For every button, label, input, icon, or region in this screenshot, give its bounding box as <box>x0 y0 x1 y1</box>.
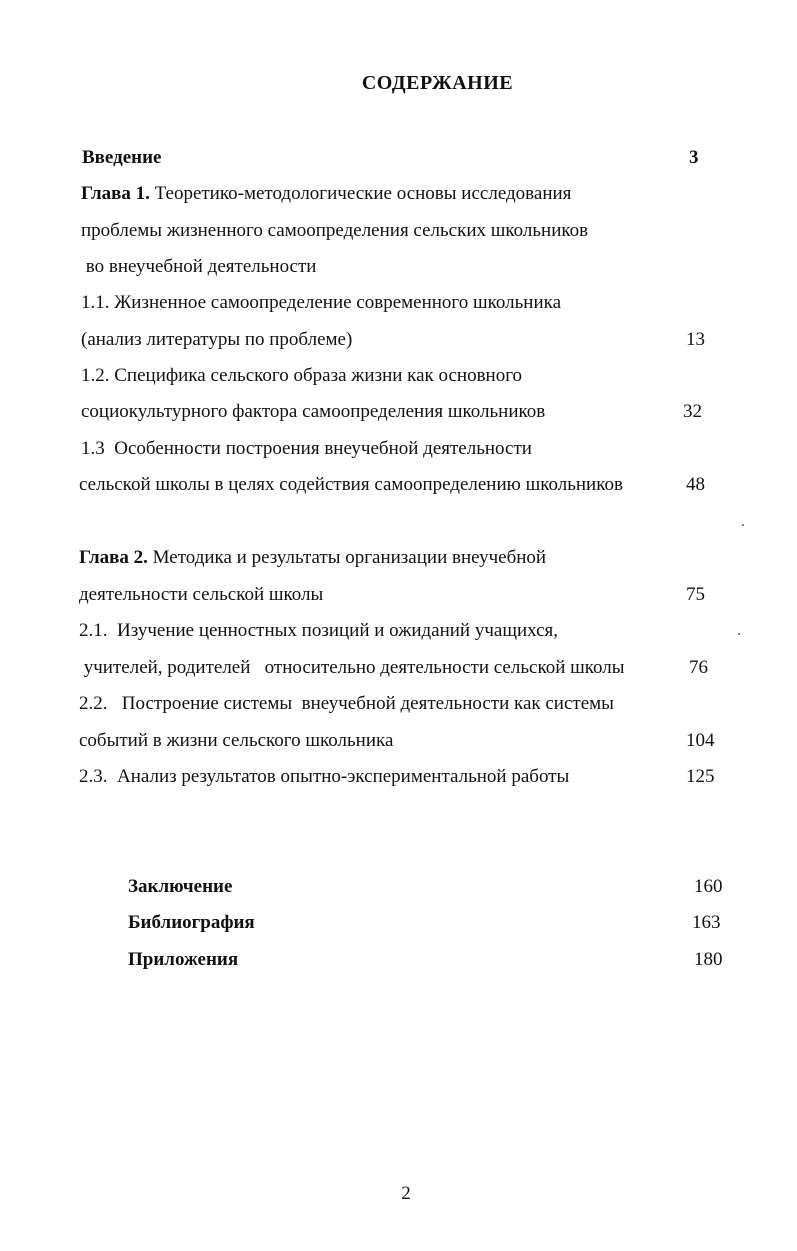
toc-s13-page: 48 <box>686 474 705 495</box>
scan-speck <box>742 524 744 526</box>
toc-s12-line2: социокультурного фактора самоопределения школьников <box>81 401 546 422</box>
page-number: 2 <box>401 1183 411 1204</box>
toc-intro-label: Введение <box>82 147 162 168</box>
toc-s21-line1: 2.1. Изучение ценностных позиций и ожиданий учащихся, <box>79 620 559 641</box>
toc-s21-line2: учителей, родителей относительно деятельности сельской школы <box>79 657 625 678</box>
toc-ch1-line3: во внеучебной деятельности <box>81 256 317 277</box>
toc-intro-page: 3 <box>689 147 699 168</box>
toc-s22-line1: 2.2. Построение системы внеучебной деятельности как системы <box>79 693 614 714</box>
scan-speck <box>738 633 740 635</box>
toc-s22-line2: событий в жизни сельского школьника <box>79 730 394 751</box>
toc-s11-page: 13 <box>686 329 705 350</box>
toc-bibliography-page: 163 <box>692 912 721 933</box>
toc-ch1-line2: проблемы жизненного самоопределения сельских школьников <box>81 220 589 241</box>
toc-s23-line1: 2.3. Анализ результатов опытно-экспериментальной работы <box>79 766 570 787</box>
toc-ch2-title-part1: Методика и результаты организации внеучебной <box>147 547 547 568</box>
toc-appendices-label: Приложения <box>128 949 239 970</box>
toc-ch1-prefix: Глава 1. <box>81 183 150 204</box>
toc-s11-line1: 1.1. Жизненное самоопределение современного школьника <box>81 292 562 313</box>
toc-s13-line1: 1.3 Особенности построения внеучебной деятельности <box>81 438 532 459</box>
toc-conclusion-page: 160 <box>694 876 723 897</box>
toc-bibliography-label: Библиография <box>128 912 255 933</box>
toc-conclusion-label: Заключение <box>128 876 233 897</box>
toc-s13-line2: сельской школы в целях содействия самоопределению школьников <box>79 474 623 495</box>
toc-ch2-line1 <box>79 546 546 570</box>
page-title: СОДЕРЖАНИЕ <box>361 72 514 94</box>
toc-s11-line2: (анализ литературы по проблеме) <box>81 329 353 350</box>
toc-ch2-page: 75 <box>686 584 705 605</box>
toc-ch2-line2: деятельности сельской школы <box>79 584 324 605</box>
toc-s21-page: 76 <box>689 657 708 678</box>
toc-ch2-prefix: Глава 2. <box>79 547 148 568</box>
toc-s22-page: 104 <box>686 730 715 751</box>
toc-s12-line1: 1.2. Специфика сельского образа жизни как основного <box>81 365 523 386</box>
toc-s23-page: 125 <box>686 766 715 787</box>
toc-ch1-title-part1: Теоретико-методологические основы исследования <box>149 183 572 204</box>
toc-ch1-line1 <box>81 182 571 206</box>
toc-s12-page: 32 <box>683 401 702 422</box>
toc-appendices-page: 180 <box>694 949 723 970</box>
